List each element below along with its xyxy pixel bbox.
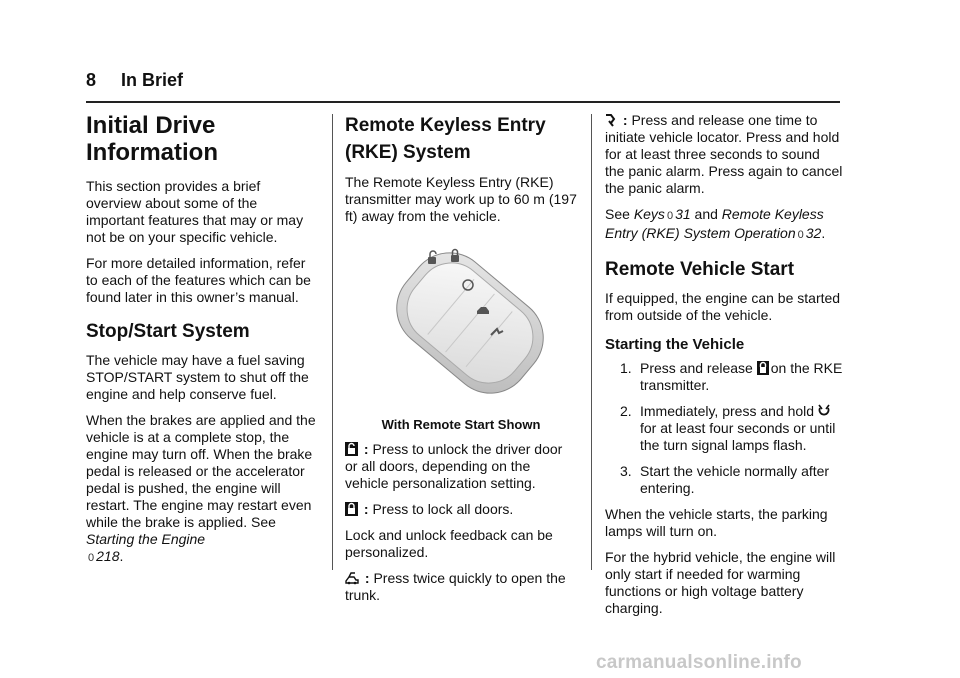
step-number: 3. (620, 463, 632, 479)
period: . (821, 225, 826, 241)
equipped-paragraph: If equipped, the engine can be started from outside of the vehicle. (605, 290, 841, 323)
trunk-text: Press twice quickly to open the trunk. (345, 570, 566, 603)
list-item (605, 403, 843, 454)
list-item (605, 463, 843, 497)
column-2 (345, 112, 577, 613)
rke-operation-link[interactable]: Remote Keyless Entry (RKE) System Operation (605, 206, 824, 241)
stop-start-heading: Stop/Start System (86, 321, 250, 342)
page-header (86, 70, 183, 91)
step-text: Immediately, press and hold (640, 403, 815, 419)
column-3 (605, 112, 843, 626)
column-divider-2 (591, 114, 592, 570)
page-number: 8 (86, 70, 97, 90)
fob-unlock-button (428, 251, 436, 264)
starting-engine-link[interactable]: Starting the Engine (86, 531, 206, 547)
section-title: In Brief (121, 70, 184, 90)
see-text: See (605, 206, 630, 222)
lock-icon (757, 361, 769, 375)
rke-heading: Remote Keyless Entry (RKE) System (345, 115, 546, 163)
locator-paragraph (605, 112, 843, 197)
lock-text: Press to lock all doors. (368, 501, 514, 517)
page-ref-218[interactable]: 218 (96, 548, 120, 564)
key-fob-illustration (365, 235, 565, 410)
unlock-colon: : (360, 441, 369, 457)
locator-icon (605, 113, 617, 127)
list-item (605, 360, 843, 394)
parking-lamps-paragraph: When the vehicle starts, the parking lamps will turn on. (605, 506, 828, 539)
initial-drive-heading: Initial Drive Information (86, 112, 218, 166)
trunk-icon (345, 571, 359, 585)
lock-paragraph (345, 501, 577, 518)
detail-paragraph: For more detailed information, refer to each of the features which can be found later in this owner’s manual. (86, 255, 311, 305)
step-text-end: for at least four seconds or until the turn signal lamps flash. (640, 420, 836, 453)
step-number: 2. (620, 403, 632, 419)
starting-vehicle-heading: Starting the Vehicle (605, 336, 745, 353)
column-1 (86, 112, 318, 576)
brakes-paragraph (86, 412, 318, 567)
rke-range-paragraph: The Remote Keyless Entry (RKE) transmitter may work up to 60 m (197 ft) away from the vehicle. (345, 174, 577, 224)
and-text: and (694, 206, 718, 222)
period: . (119, 548, 124, 564)
page-ref-31[interactable]: 31 (675, 206, 691, 222)
hybrid-paragraph: For the hybrid vehicle, the engine will only start if needed for warming functions or high voltage battery charging. (605, 549, 836, 616)
unlock-icon (345, 442, 358, 456)
watermark: carmanualsonline.info (596, 652, 802, 673)
lock-icon (345, 502, 358, 516)
step-text: Start the vehicle normally after entering. (640, 463, 830, 496)
stop-start-paragraph: The vehicle may have a fuel saving STOP/START system to shut off the engine and help conserve fuel. (86, 352, 309, 402)
step-text-end: on the RKE transmitter. (640, 360, 843, 393)
remote-start-heading: Remote Vehicle Start (605, 259, 795, 280)
unlock-paragraph (345, 441, 577, 492)
keys-link[interactable]: Keys (633, 206, 665, 222)
locator-text: Press and release one time to initiate vehicle locator. Press and hold for at least three seconds to sound the panic alarm. Press again to cancel the panic alarm. (605, 112, 843, 196)
page-ref-arrow: 0 (797, 229, 804, 241)
page-ref-arrow: 0 (666, 210, 674, 222)
trunk-colon: : (361, 570, 370, 586)
page-ref-32[interactable]: 32 (805, 225, 822, 241)
column-divider-1 (332, 114, 333, 570)
fob-caption: With Remote Start Shown (381, 417, 541, 432)
header-rule (86, 101, 840, 103)
feedback-paragraph: Lock and unlock feedback can be personalized. (345, 527, 553, 560)
brakes-text: When the brakes are applied and the vehicle is at a complete stop, the engine may turn off. When the brake pedal is released or the accelerator pedal is pushed, the engine will restart. The engine may restart even while the brake is applied. See (86, 412, 316, 530)
step-number: 1. (620, 360, 632, 376)
page-ref-arrow: 0 (88, 552, 95, 564)
unlock-text: Press to unlock the driver door or all doors, depending on the vehicle personalization setting. (345, 441, 563, 491)
start-steps-list (605, 360, 843, 497)
lock-colon: : (360, 501, 369, 517)
step-text: Press and release (640, 360, 753, 376)
see-also-paragraph (605, 206, 843, 244)
fob-lock-button (451, 250, 459, 263)
trunk-paragraph (345, 570, 577, 604)
locator-colon: : (619, 112, 628, 128)
remote-start-icon (818, 404, 830, 418)
intro-paragraph: This section provides a brief overview about some of the important features that may or may not be on your specific vehicle. (86, 178, 304, 245)
